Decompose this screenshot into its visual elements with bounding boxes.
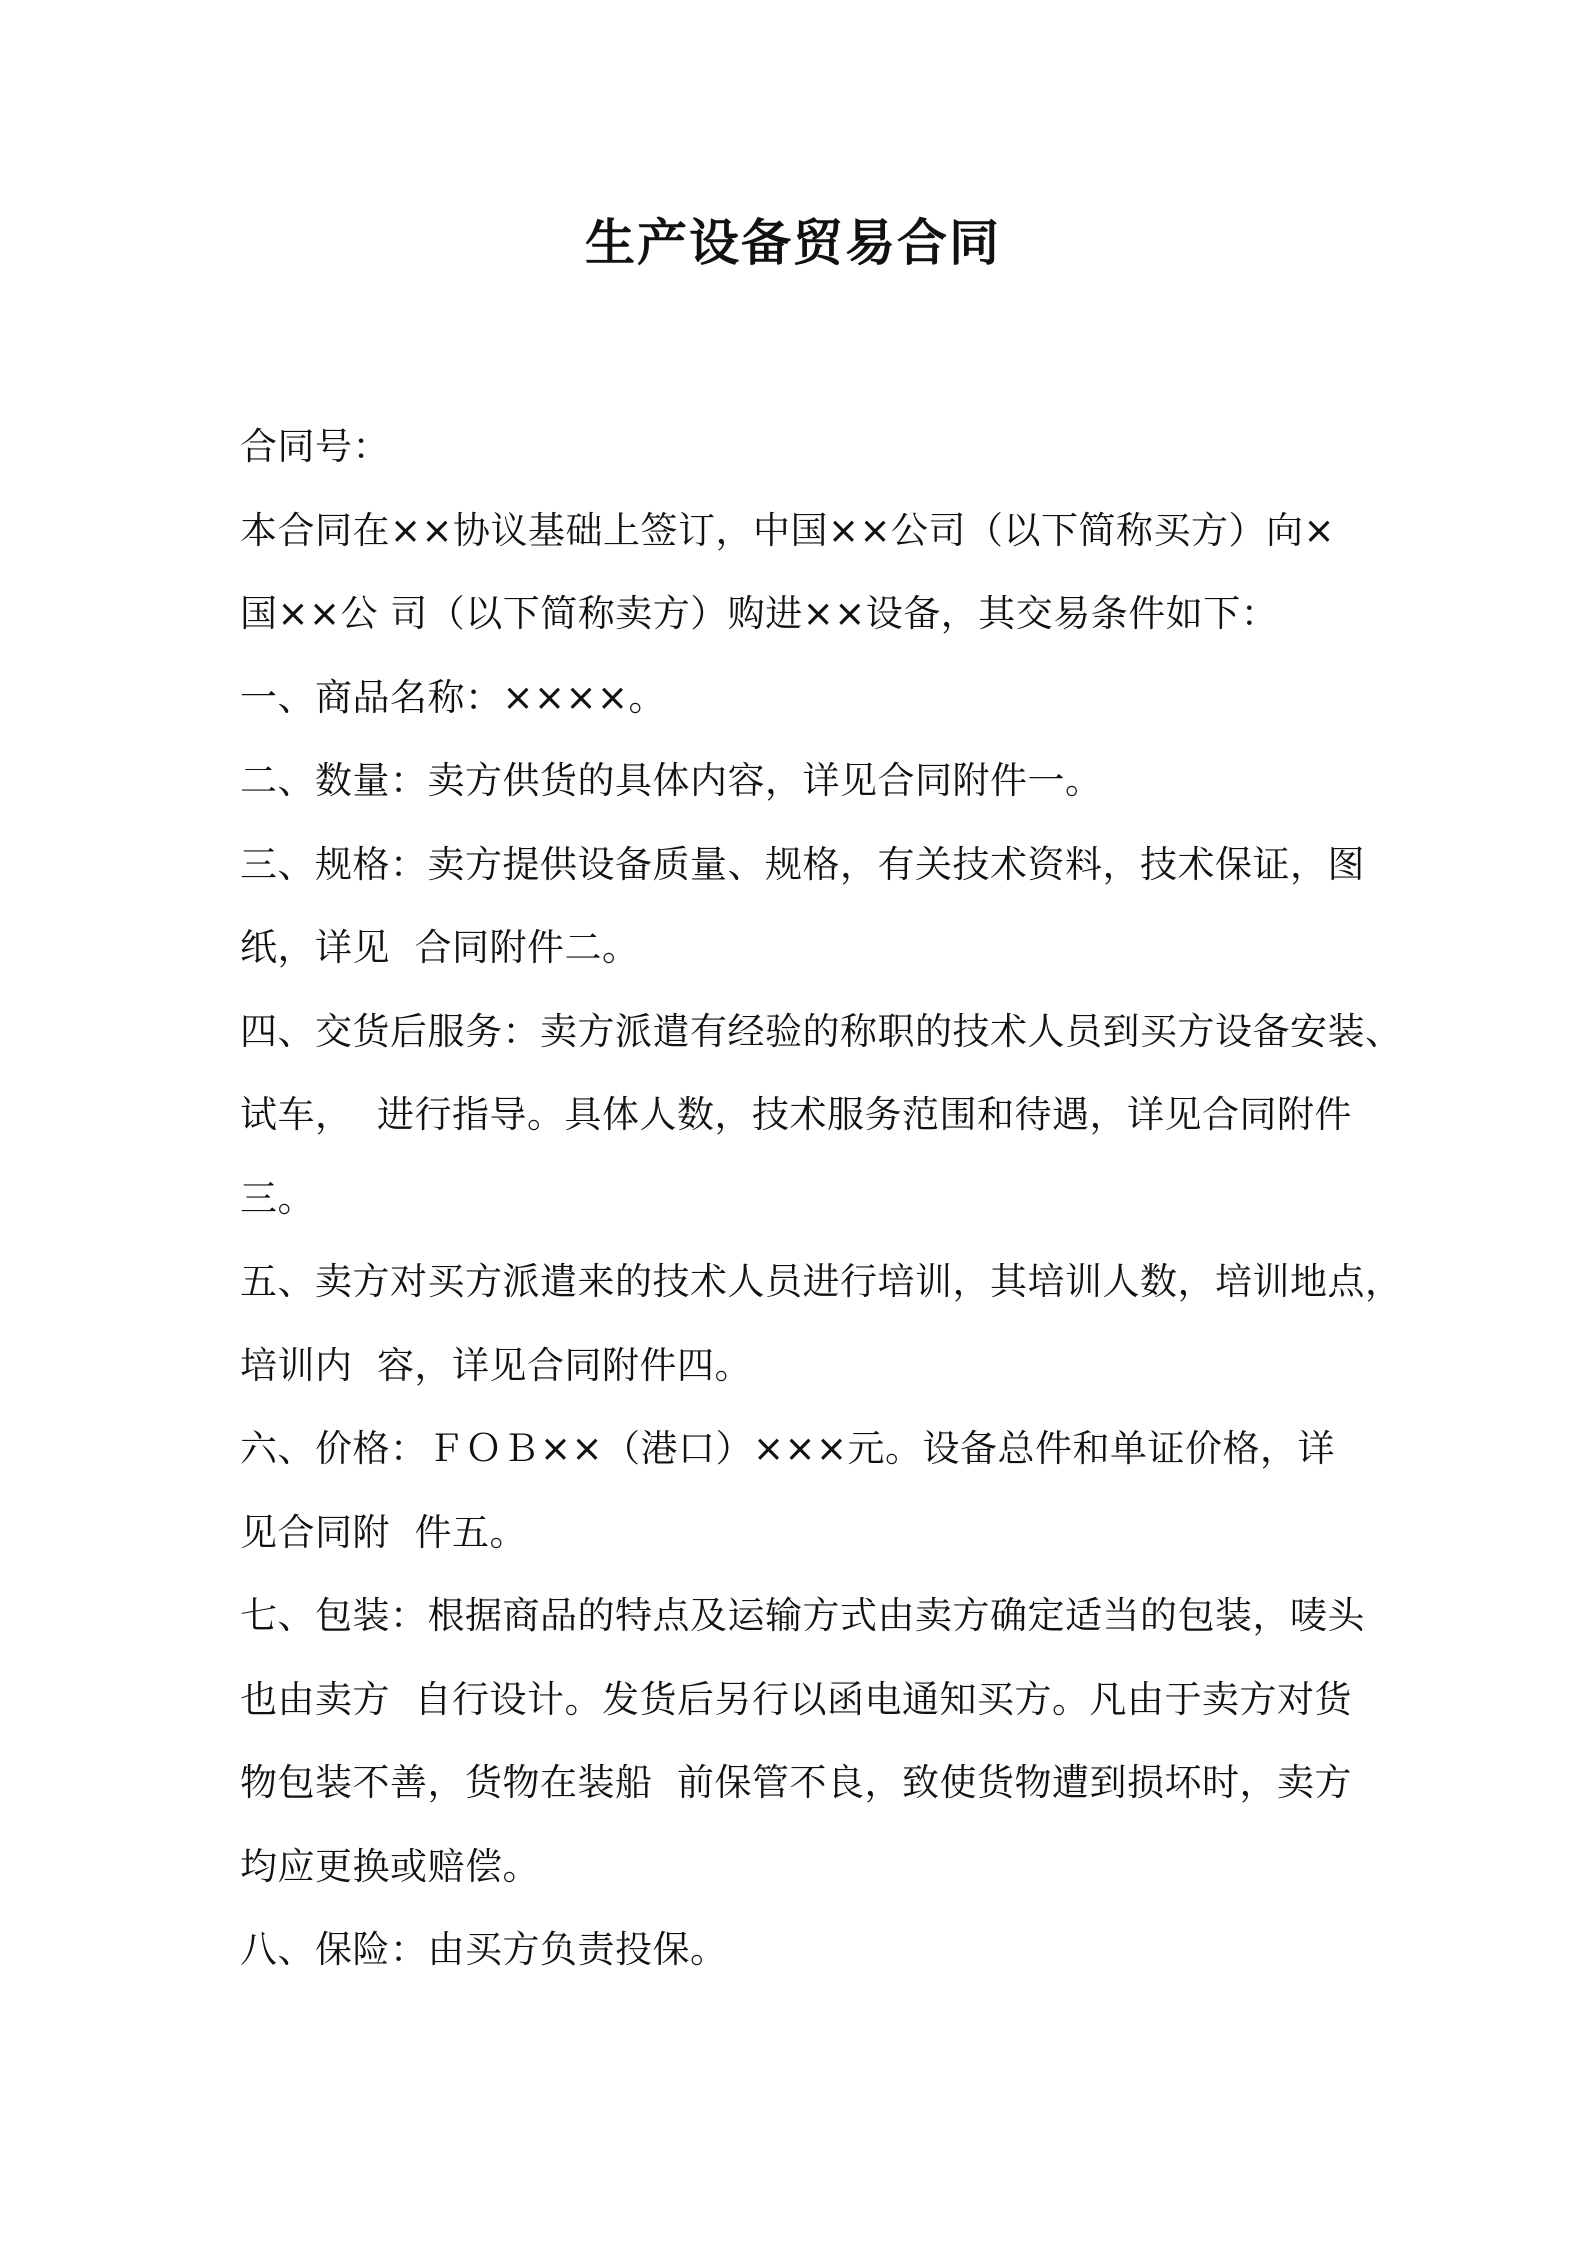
contract-number-line: 合同号： [240, 425, 390, 468]
clause-3-specification-line-2: 纸，详见 合同附件二。 [240, 926, 640, 969]
preamble-line-1: 本合同在××协议基础上签订，中国××公司（以下简称买方）向× [240, 508, 1336, 552]
preamble-line-2: 国××公 司（以下简称卖方）购进××设备，其交易条件如下： [240, 592, 1279, 635]
clause-1-product-name: 一、商品名称：××××。 [240, 675, 667, 719]
clause-5-training-line-1: 五、卖方对买方派遣来的技术人员进行培训，其培训人数，培训地点， [240, 1260, 1403, 1303]
document-title: 生产设备贸易合同 [585, 214, 1001, 272]
clause-6-price-line-2: 见合同附 件五。 [240, 1510, 528, 1554]
contract-body [240, 405, 1403, 1992]
clause-3-specification-line-1: 三、规格：卖方提供设备质量、规格，有关技术资料，技术保证，图 [240, 842, 1365, 886]
clause-4-service-line-1: 四、交货后服务：卖方派遣有经验的称职的技术人员到买方设备安装、 [240, 1009, 1403, 1053]
clause-7-packing-line-1: 七、包装：根据商品的特点及运输方式由卖方确定适当的包装，唛头 [240, 1594, 1365, 1637]
clause-7-packing-line-3: 物包装不善，货物在装船 前保管不良，致使货物遭到损坏时，卖方 [240, 1761, 1353, 1804]
clause-2-quantity: 二、数量：卖方供货的具体内容，详见合同附件一。 [240, 759, 1103, 802]
clause-8-insurance: 八、保险：由买方负责投保。 [240, 1928, 728, 1971]
clause-7-packing-line-2: 也由卖方 自行设计。发货后另行以函电通知买方。凡由于卖方对货 [240, 1677, 1353, 1721]
clause-5-training-line-2: 培训内 容，详见合同附件四。 [240, 1343, 753, 1387]
clause-4-service-line-2: 试车， 进行指导。具体人数，技术服务范围和待遇，详见合同附件 [240, 1093, 1353, 1136]
clause-6-price-line-1: 六、价格：ＦＯＢ××（港口）×××元。设备总件和单证价格，详 [240, 1427, 1336, 1470]
clause-4-service-line-3: 三。 [240, 1176, 315, 1220]
clause-7-packing-line-4: 均应更换或赔偿。 [240, 1844, 540, 1888]
